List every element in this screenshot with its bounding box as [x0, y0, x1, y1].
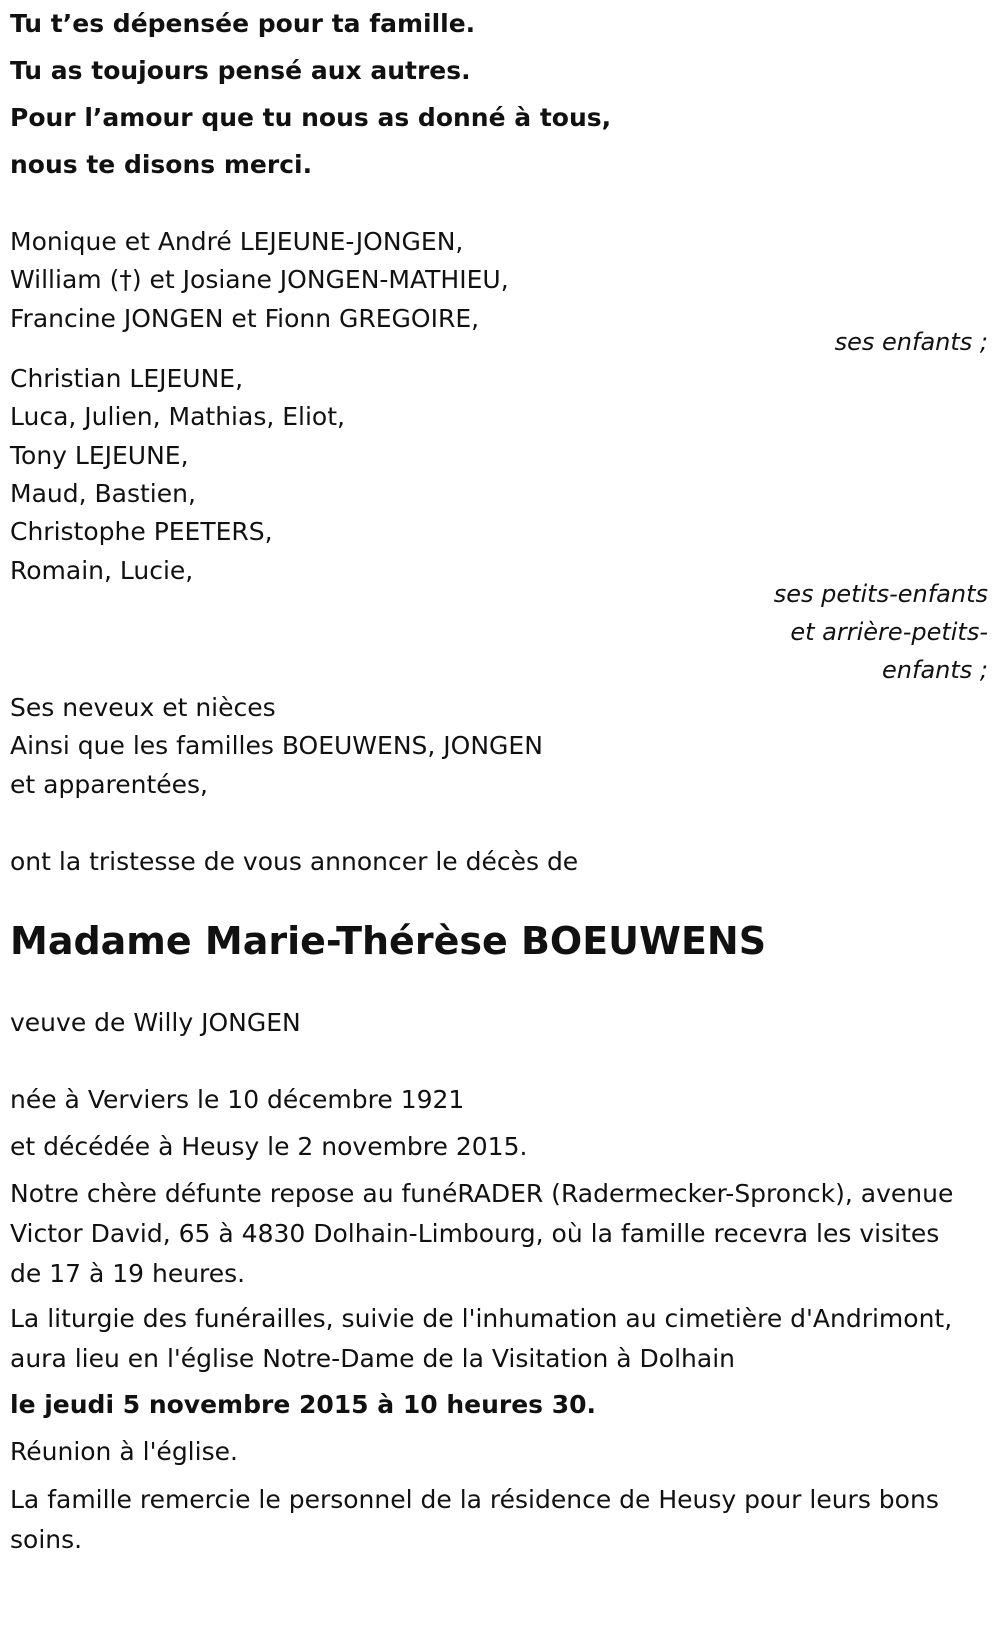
relatives-line-2: Ainsi que les familles BOEUWENS, JONGEN — [10, 731, 543, 760]
thanks-info: La famille remercie le personnel de la résidence de Heusy pour leurs bons soins. — [10, 1485, 939, 1554]
grandchildren-relation-2: et arrière-petits- — [790, 618, 988, 646]
visitation-info: Notre chère défunte repose au funéRADER (Radermecker-Spronck), avenue Victor David, 65 à 4830 Dolhain-Limbourg, où la famille recevra les visites de 17 à 19 heures. — [10, 1179, 954, 1288]
deceased-name: Madame Marie-Thérèse BOEUWENS — [10, 919, 767, 963]
relatives-line-1: Ses neveux et nièces — [10, 693, 276, 722]
children-line-3: Francine JONGEN et Fionn GREGOIRE, — [10, 304, 480, 333]
grandchildren-line-4: Maud, Bastien, — [10, 479, 196, 508]
grandchildren-line-3: Tony LEJEUNE, — [10, 441, 189, 470]
grandchildren-line-5: Christophe PEETERS, — [10, 517, 273, 546]
grandchildren-relation-1: ses petits-enfants — [773, 580, 988, 608]
verse-line-3: Pour l’amour que tu nous as donné à tous, — [10, 103, 612, 132]
announcement: ont la tristesse de vous annoncer le décès de — [10, 847, 579, 876]
ceremony-date: le jeudi 5 novembre 2015 à 10 heures 30. — [10, 1390, 597, 1419]
grandchildren-line-1: Christian LEJEUNE, — [10, 364, 244, 393]
birth-info: née à Verviers le 10 décembre 1921 — [10, 1085, 465, 1114]
death-info: et décédée à Heusy le 2 novembre 2015. — [10, 1132, 528, 1161]
widow-of: veuve de Willy JONGEN — [10, 1008, 301, 1037]
liturgy-info: La liturgie des funérailles, suivie de l'inhumation au cimetière d'Andrimont, aura lieu en l'église Notre-Dame de la Visitation à Dolhain — [10, 1304, 953, 1373]
children-relation: ses enfants ; — [834, 328, 988, 356]
relatives-line-3: et apparentées, — [10, 770, 208, 799]
children-line-2: William (†) et Josiane JONGEN-MATHIEU, — [10, 265, 509, 294]
grandchildren-relation-3: enfants ; — [882, 656, 988, 684]
verse-line-4: nous te disons merci. — [10, 150, 313, 179]
grandchildren-line-2: Luca, Julien, Mathias, Eliot, — [10, 402, 345, 431]
meeting-info: Réunion à l'église. — [10, 1437, 238, 1466]
verse-line-1: Tu t’es dépensée pour ta famille. — [10, 9, 476, 38]
children-line-1: Monique et André LEJEUNE-JONGEN, — [10, 227, 464, 256]
grandchildren-line-6: Romain, Lucie, — [10, 556, 194, 585]
verse-line-2: Tu as toujours pensé aux autres. — [10, 56, 471, 85]
